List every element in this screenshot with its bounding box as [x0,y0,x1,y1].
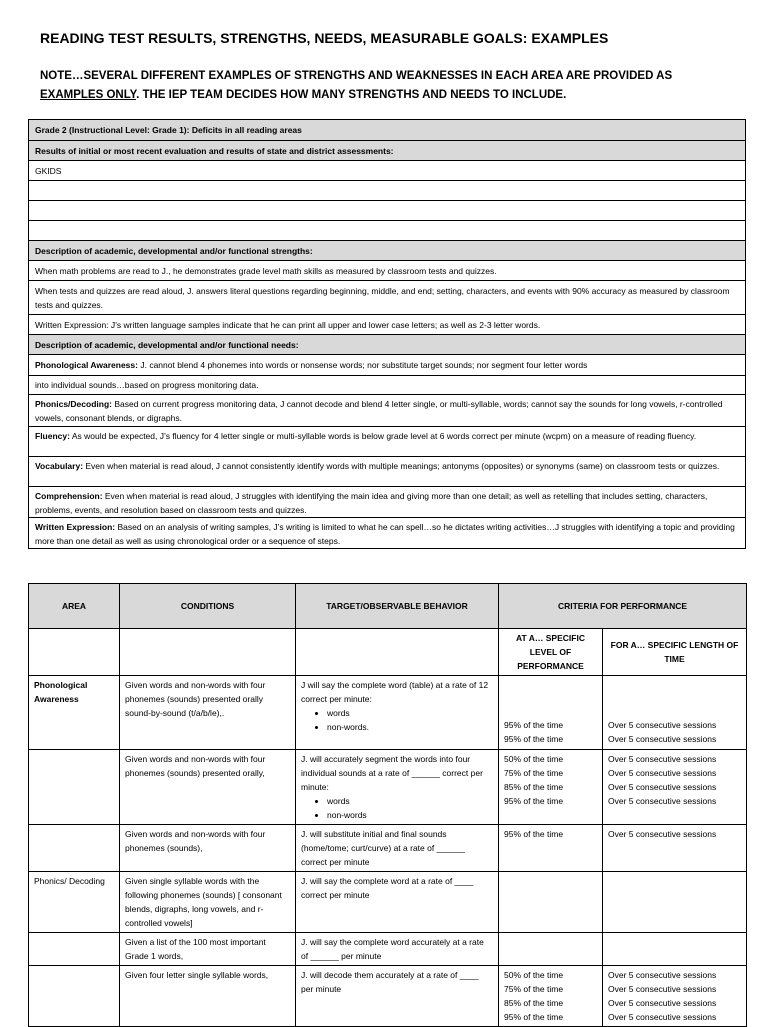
level-value: 95% of the time [504,829,564,839]
goal-row [29,933,747,966]
length-cell [603,966,747,1027]
length-cell [603,676,747,750]
conditions-cell: Given single syllable words with the following phonemes (sounds) [ consonant blends, digraphs, long vowels, and r-controlled vowels] [120,872,296,933]
goal-row [29,676,747,750]
target-cell [296,750,499,825]
area-cell [29,933,120,966]
results-value: GKIDS [29,161,746,181]
goal-row [29,966,747,1027]
target-cell [296,872,499,933]
need-label: Phonics/Decoding: [35,399,112,409]
note-text: NOTE…SEVERAL DIFFERENT EXAMPLES OF STRENGTHS AND WEAKNESSES IN EACH AREA ARE PROVIDED AS [40,70,673,82]
needs-header: Description of academic, developmental and/or functional needs: [29,335,746,355]
target-cell [296,676,499,750]
target-bullet: • words [327,794,493,808]
need-item [29,487,746,518]
conditions-cell: Given words and non-words with four phonemes (sounds) presented orally, [120,750,296,825]
level-cell [499,933,603,966]
blank-cell [29,629,120,676]
target-cell [296,933,499,966]
target-bullet: • words [327,706,493,720]
level-cell [499,676,603,750]
level-value: 95% of the time [504,720,564,730]
target-bullet: • non-words. [327,720,493,734]
level-cell [499,872,603,933]
length-value: Over 5 consecutive sessions [608,734,717,744]
level-value: 50% of the time [504,970,564,980]
conditions-cell: Given words and non-words with four phonemes (sounds) presented orally sound-by-sound (t/a/b/le),. [120,676,296,750]
need-text: J. cannot blend 4 phonemes into words or nonsense words; nor substitute target sounds; nor segment four letter words [137,360,588,370]
need-item [29,518,746,549]
blank-row [29,221,746,241]
need-item [29,355,746,376]
note-emphasis: EXAMPLES ONLY [40,89,137,101]
col-header-length: FOR A… SPECIFIC LENGTH OF TIME [603,629,747,676]
target-bullets [301,794,493,822]
blank-row [29,201,746,221]
target-text: J. will substitute initial and final sounds (home/tome; curt/curve) at a rate of ______ correct per minute [301,829,465,867]
level-cell [499,825,603,872]
present-levels-table [28,119,746,549]
goal-rows [29,676,747,1027]
conditions-cell: Given a list of the 100 most important Grade 1 words, [120,933,296,966]
note-text-end: . THE IEP TEAM DECIDES HOW MANY STRENGTHS AND NEEDS TO INCLUDE. [136,89,567,101]
length-value: Over 5 consecutive sessions [608,720,717,730]
need-item [29,376,746,395]
level-value: 95% of the time [504,1012,564,1022]
note [40,67,730,105]
col-header-area: AREA [29,584,120,629]
level-value: 75% of the time [504,768,564,778]
goal-row [29,872,747,933]
level-value: 85% of the time [504,782,564,792]
col-header-conditions: CONDITIONS [120,584,296,629]
length-value: Over 5 consecutive sessions [608,984,717,994]
length-cell [603,933,747,966]
level-value: 85% of the time [504,998,564,1008]
level-value: 75% of the time [504,984,564,994]
strengths-header: Description of academic, developmental and/or functional strengths: [29,241,746,261]
length-value: Over 5 consecutive sessions [608,1012,717,1022]
target-text: J. will accurately segment the words into four individual sounds at a rate of ______ correct per minute: [301,754,483,792]
level-value: 50% of the time [504,754,564,764]
length-value: Over 5 consecutive sessions [608,829,717,839]
need-text: into individual sounds…based on progress monitoring data. [35,380,259,390]
blank-cell [296,629,499,676]
target-cell [296,966,499,1027]
col-header-criteria: CRITERIA FOR PERFORMANCE [499,584,747,629]
strength-item: Written Expression: J’s written language samples indicate that he can print all upper and lower case letters; as well as 2-3 letter words. [29,315,746,335]
area-cell [29,825,120,872]
area-cell: Phonological Awareness [29,676,120,750]
length-value: Over 5 consecutive sessions [608,768,717,778]
target-text: J will say the complete word (table) at a rate of 12 correct per minute: [301,680,489,704]
need-text: Even when material is read aloud, J struggles with identifying the main idea and giving more than one detail; as well as retelling that includes setting, characters, problems, events, and resolution based on classroom tests and quizzes. [35,491,708,515]
length-cell [603,825,747,872]
level-cell [499,966,603,1027]
target-cell [296,825,499,872]
results-header: Results of initial or most recent evaluation and results of state and district assessments: [29,141,746,161]
need-item [29,395,746,427]
target-bullets [301,706,493,734]
length-value: Over 5 consecutive sessions [608,754,717,764]
need-label: Written Expression: [35,522,116,532]
target-text: J. will decode them accurately at a rate of ____ per minute [301,970,479,994]
target-text: J. will say the complete word at a rate of ____ correct per minute [301,876,474,900]
area-cell: Phonics/ Decoding [29,872,120,933]
level-value: 95% of the time [504,734,564,744]
length-value: Over 5 consecutive sessions [608,796,717,806]
need-label: Vocabulary: [35,461,84,471]
target-text: J. will say the complete word accurately at a rate of ______ per minute [301,937,484,961]
strength-item: When tests and quizzes are read aloud, J. answers literal questions regarding beginning, middle, and end; setting, characters, and events with 90% accuracy as measured by classroom tests and quizzes. [29,281,746,315]
level-cell [499,750,603,825]
goals-table [28,583,747,1027]
strength-item: When math problems are read to J., he demonstrates grade level math skills as measured by classroom tests and quizzes. [29,261,746,281]
goal-row [29,825,747,872]
length-value: Over 5 consecutive sessions [608,970,717,980]
conditions-cell: Given four letter single syllable words, [120,966,296,1027]
need-item [29,457,746,487]
area-cell [29,966,120,1027]
length-cell [603,750,747,825]
blank-cell [120,629,296,676]
need-text: Even when material is read aloud, J cannot consistently identify words with multiple meanings; antonyms (opposites) or synonyms (same) on classroom tests or quizzes. [83,461,720,471]
need-text: Based on an analysis of writing samples, J’s writing is limited to what he can spell…so he dictates writing activities…J struggles with identifying a topic and providing more than one detail as well as using chronological order or a sequence of steps. [35,522,735,546]
need-label: Comprehension: [35,491,103,501]
need-text: Based on current progress monitoring data, J cannot decode and blend 4 letter single, or multi-syllable, words; cannot say the sounds for long vowels, r-controlled vowels, consonant blends, or digraphs. [35,399,723,423]
length-value: Over 5 consecutive sessions [608,782,717,792]
area-cell [29,750,120,825]
need-label: Phonological Awareness: [35,360,138,370]
length-cell [603,872,747,933]
need-item [29,427,746,457]
target-bullet: • non-words [327,808,493,822]
col-header-target: TARGET/OBSERVABLE BEHAVIOR [296,584,499,629]
conditions-cell: Given words and non-words with four phonemes (sounds), [120,825,296,872]
blank-row [29,181,746,201]
need-label: Fluency: [35,431,70,441]
grade-row: Grade 2 (Instructional Level: Grade 1): Deficits in all reading areas [29,120,746,141]
col-header-level: AT A… SPECIFIC LEVEL OF PERFORMANCE [499,629,603,676]
need-text: As would be expected, J’s fluency for 4 letter single or multi-syllable words is below grade level at 6 words correct per minute (wcpm) on a measure of reading fluency. [69,431,697,441]
page-title: READING TEST RESULTS, STRENGTHS, NEEDS, MEASURABLE GOALS: EXAMPLES [40,30,609,46]
goal-row [29,750,747,825]
length-value: Over 5 consecutive sessions [608,998,717,1008]
level-value: 95% of the time [504,796,564,806]
